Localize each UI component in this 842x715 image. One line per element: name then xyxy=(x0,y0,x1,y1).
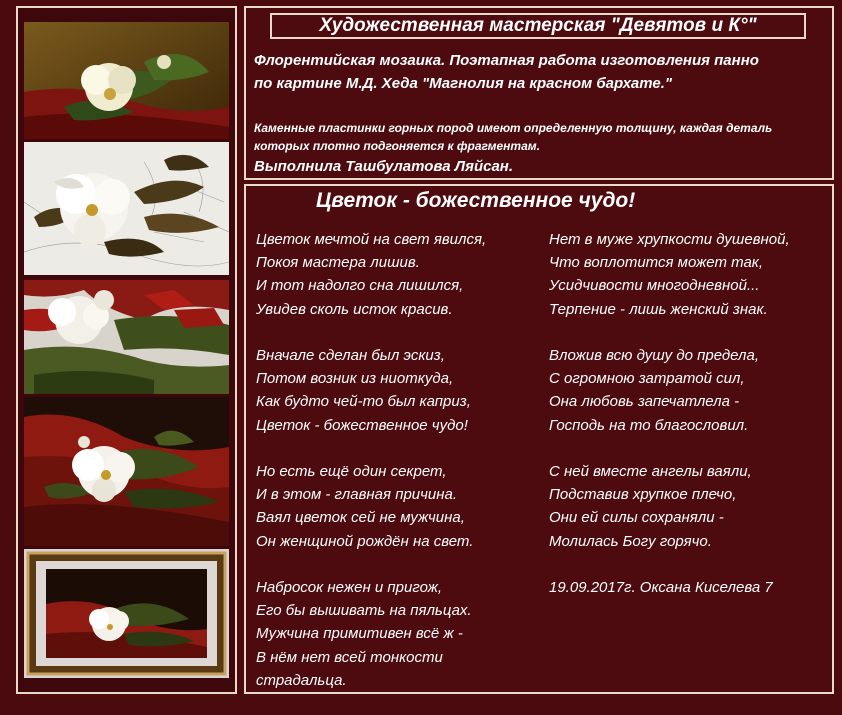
description-line-1: Флорентийская мозаика. Поэтапная работа изготовления панно xyxy=(254,52,759,69)
image-column xyxy=(16,6,237,694)
poem-line: Что воплотится может так, xyxy=(549,254,764,272)
poem-line: Она любовь запечатлела - xyxy=(549,393,740,411)
poem-line: Цветок мечтой на свет явился, xyxy=(256,231,487,248)
poem-line: Но есть ещё один секрет, xyxy=(256,463,447,480)
stanza xyxy=(256,344,486,437)
poem-line: Увидев сколь исток красив. xyxy=(256,300,453,318)
studio-title: Художественная мастерская "Девятов и К°" xyxy=(270,13,806,39)
poem-line: И в этом - главная причина. xyxy=(256,486,457,504)
signature-stanza xyxy=(549,576,790,599)
poem-line: Потом возник из ниоткуда, xyxy=(256,370,454,388)
poem-line: Нет в муже хрупкости душевной, xyxy=(549,231,790,248)
description-line-2: по картине М.Д. Хеда "Магнолия на красном бархате." xyxy=(254,75,673,92)
magnolia-painting-photo xyxy=(24,22,229,139)
poem-right-column xyxy=(549,228,790,622)
poem-line: Он женщиной рождён на свет. xyxy=(256,532,474,550)
poem-title: Цветок - божественное чудо! xyxy=(316,189,636,212)
poem-line: Мужчина примитивен всё ж - xyxy=(256,625,463,643)
stanza xyxy=(256,460,486,553)
poem-line: Молилась Богу горячо. xyxy=(549,532,712,550)
stanza xyxy=(256,228,486,321)
poem-panel xyxy=(244,184,834,694)
poem-line: Они ей силы сохраняли - xyxy=(549,509,724,527)
stanza xyxy=(256,576,486,692)
poem-line: С ней вместе ангелы ваяли, xyxy=(549,463,752,480)
header-panel xyxy=(244,6,834,180)
poem-line: С огромною затратой сил, xyxy=(549,370,745,388)
date-signature: 19.09.2017г. Оксана Киселева 7 xyxy=(549,579,773,596)
poem-line: Господь на то благословил. xyxy=(549,416,749,434)
poem-line: Терпение - лишь женский знак. xyxy=(549,300,768,318)
magnolia-mosaic-photo xyxy=(24,397,229,546)
note-line-2: которых плотно подгоняется к фрагментам. xyxy=(254,139,540,153)
poem-line: Набросок нежен и пригож, xyxy=(256,579,443,596)
poem-line: Ваял цветок сей не мужчина, xyxy=(256,509,465,527)
note-line-1: Каменные пластинки горных пород имеют определенную толщину, каждая деталь xyxy=(254,121,773,135)
poem-line: Цветок - божественное чудо! xyxy=(256,416,468,434)
poem-left-column xyxy=(256,228,486,715)
poem-line: И тот надолго сна лишился, xyxy=(256,277,464,295)
framed-panel-photo xyxy=(24,549,229,678)
poem-line: В нём нет всей тонкости xyxy=(256,648,443,666)
poem-line: страдальца. xyxy=(256,671,347,689)
poem-line: Его бы вышивать на пяльцах. xyxy=(256,602,472,620)
poem-line: Подставив хрупкое плечо, xyxy=(549,486,737,504)
stanza xyxy=(549,344,790,437)
poem-line: Как будто чей-то был каприз, xyxy=(256,393,471,411)
stone-pieces-photo xyxy=(24,280,229,394)
poem-line: Усидчивости многодневной... xyxy=(549,277,760,295)
poem-line: Вложив всю душу до предела, xyxy=(549,347,759,364)
stanza xyxy=(549,228,790,321)
stanza xyxy=(549,460,790,553)
poem-line: Вначале сделан был эскиз, xyxy=(256,347,445,364)
poem-line: Покоя мастера лишив. xyxy=(256,254,420,272)
sketch-stage-photo xyxy=(24,142,229,275)
author-line: Выполнила Ташбулатова Ляйсан. xyxy=(254,158,514,175)
